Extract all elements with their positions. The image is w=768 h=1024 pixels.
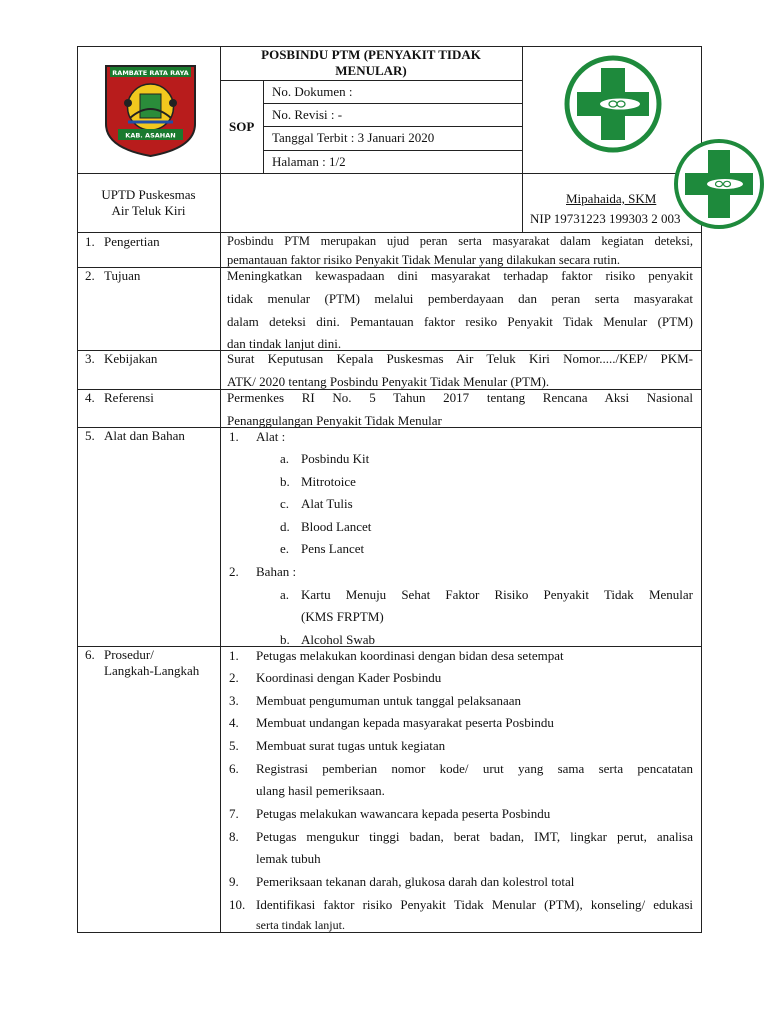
field-no-dokumen: No. Dokumen : [272, 84, 353, 99]
alat-item: Posbindu Kit [301, 451, 370, 466]
section-label-prosedur: Prosedur/ [104, 647, 154, 662]
org-name-line2: Air Teluk Kiri [111, 203, 186, 218]
list-item-letter: e. [280, 541, 290, 556]
kebijakan-line: Surat Keputusan Kepala Puskesmas Air Teluk Kiri Nomor...../KEP/ PKM- [227, 351, 693, 366]
sop-label: SOP [229, 119, 255, 134]
org-name-line1: UPTD Puskesmas [101, 187, 196, 202]
procedure-step-continued: lemak tubuh [256, 851, 321, 866]
step-number: 3. [229, 693, 239, 708]
section-label-kebijakan: Kebijakan [104, 351, 158, 366]
signer-name: Mipahaida, SKM [566, 191, 657, 206]
section-label-referensi: Referensi [104, 390, 154, 405]
step-number: 7. [229, 806, 239, 821]
section-label-tujuan: Tujuan [104, 268, 141, 283]
alat-item: Alat Tulis [301, 496, 353, 511]
procedure-step: Petugas melakukan wawancara kepada peserta Posbindu [256, 806, 551, 821]
step-number: 6. [229, 761, 239, 776]
list-item-letter: a. [280, 587, 290, 602]
field-no-revisi: No. Revisi : - [272, 107, 343, 122]
step-number: 10. [229, 897, 246, 912]
procedure-step: Registrasi pemberian nomor kode/ urut yang sama serta pencatatan [256, 761, 693, 776]
document-title-line1: POSBINDU PTM (PENYAKIT TIDAK [261, 47, 481, 62]
bahan-item-continued: (KMS FRPTM) [301, 609, 384, 624]
procedure-step: Koordinasi dengan Kader Posbindu [256, 670, 442, 685]
alat-heading: Alat : [256, 429, 286, 444]
list-item-letter: b. [280, 474, 290, 489]
list-item-letter: a. [280, 451, 290, 466]
step-number: 4. [229, 715, 239, 730]
procedure-step: Identifikasi faktor risiko Penyakit Tidak Menular (PTM), konseling/ edukasi [256, 897, 693, 912]
alat-item: Pens Lancet [301, 541, 365, 556]
procedure-step: Membuat surat tugas untuk kegiatan [256, 738, 446, 753]
logo-top-text: RAMBATE RATA RAYA [112, 69, 189, 77]
signer-nip: NIP 19731223 199303 2 003 [530, 211, 681, 226]
kebijakan-line: ATK/ 2020 tentang Posbindu Penyakit Tidak Menular (PTM). [227, 374, 550, 389]
referensi-line: Permenkes RI No. 5 Tahun 2017 tentang Rencana Aksi Nasional [227, 390, 693, 405]
section-number: 3. [85, 351, 95, 366]
puskesmas-logo [563, 54, 663, 154]
bahan-heading: Bahan : [256, 564, 297, 579]
procedure-step: Petugas mengukur tinggi badan, berat badan, IMT, lingkar perut, analisa [256, 829, 693, 844]
step-number: 2. [229, 670, 239, 685]
step-number: 9. [229, 874, 239, 889]
list-item-letter: b. [280, 632, 290, 647]
procedure-step: Pemeriksaan tekanan darah, glukosa darah dan kolestrol total [256, 874, 575, 889]
section-number: 6. [85, 647, 95, 662]
procedure-step: Membuat pengumuman untuk tanggal pelaksanaan [256, 693, 521, 708]
step-number: 1. [229, 648, 239, 663]
document-title-line2: MENULAR) [335, 63, 407, 78]
procedure-step-continued: serta tindak lanjut. [256, 918, 345, 932]
bahan-item: Kartu Menuju Sehat Faktor Risiko Penyakit Tidak Menular [301, 587, 693, 602]
referensi-line: Penanggulangan Penyakit Tidak Menular [227, 413, 442, 428]
alat-item: Mitrotoice [301, 474, 356, 489]
alat-item: Blood Lancet [301, 519, 372, 534]
tujuan-line: Meningkatkan kewaspadaan dini masyarakat terhadap faktor risiko penyakit [227, 268, 693, 283]
list-item-letter: d. [280, 519, 290, 534]
section-label-prosedur-line2: Langkah-Langkah [104, 663, 200, 678]
section-label-pengertian: Pengertian [104, 234, 160, 249]
pengertian-line: Posbindu PTM merupakan ujud peran serta masyarakat dalam kegiatan deteksi, [227, 234, 693, 248]
bahan-number: 2. [229, 564, 239, 579]
tujuan-line: dalam deteksi dini. Pemantauan faktor resiko Penyakit Tidak Menular (PTM) [227, 314, 693, 329]
field-halaman: Halaman : 1/2 [272, 154, 346, 169]
field-tanggal-terbit: Tanggal Terbit : 3 Januari 2020 [272, 130, 435, 145]
procedure-step: Membuat undangan kepada masyarakat peserta Posbindu [256, 715, 554, 730]
section-label-alat-bahan: Alat dan Bahan [104, 428, 185, 443]
section-number: 5. [85, 428, 95, 443]
section-number: 4. [85, 390, 95, 405]
alat-number: 1. [229, 429, 239, 444]
list-item-letter: c. [280, 496, 290, 511]
puskesmas-logo-small [671, 138, 768, 230]
tujuan-line: tidak menular (PTM) melalui pemberdayaan dan peran serta masyarakat [227, 291, 693, 306]
pengertian-line: pemantauan faktor risiko Penyakit Tidak Menular yang dilakukan secara rutin. [227, 253, 620, 267]
logo-bottom-text: KAB. ASAHAN [125, 131, 176, 140]
step-number: 5. [229, 738, 239, 753]
procedure-step-continued: ulang hasil pemeriksaan. [256, 783, 385, 798]
procedure-step: Petugas melakukan koordinasi dengan bidan desa setempat [256, 648, 564, 663]
section-number: 2. [85, 268, 95, 283]
kabupaten-asahan-logo [104, 62, 197, 158]
bahan-item: Alcohol Swab [301, 632, 376, 647]
section-number: 1. [85, 234, 95, 249]
tujuan-line: dan tindak lanjut dini. [227, 336, 342, 351]
step-number: 8. [229, 829, 239, 844]
